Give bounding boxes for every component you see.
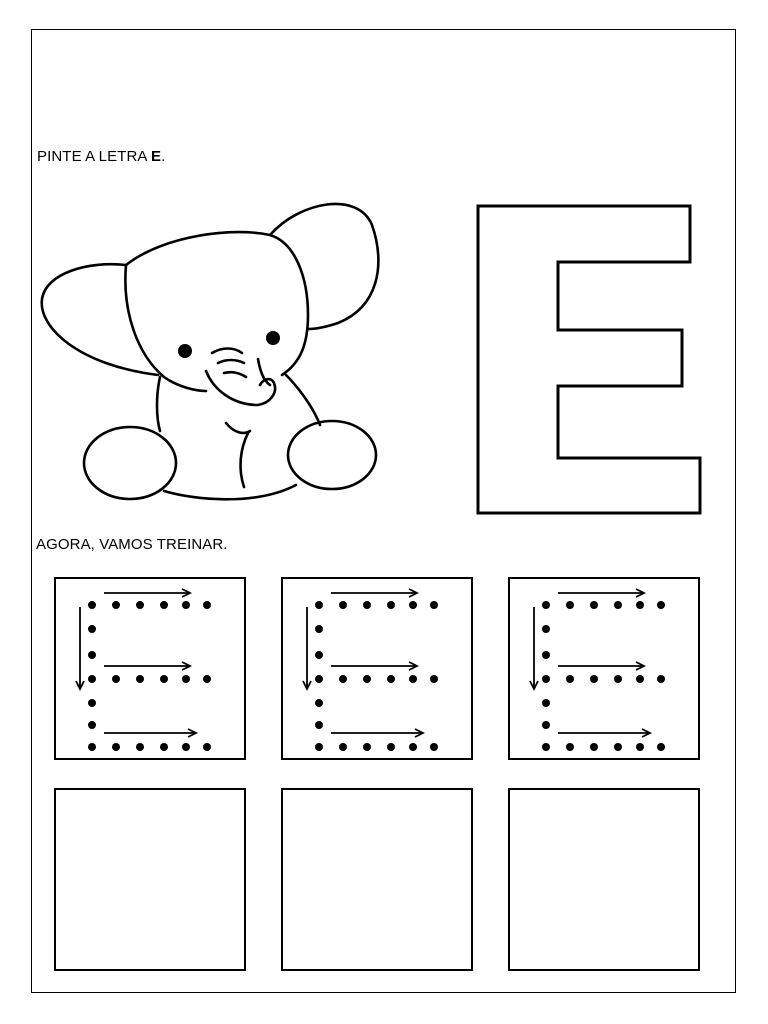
trace-dot — [160, 675, 168, 683]
trace-dot — [566, 675, 574, 683]
elephant-icon — [38, 195, 382, 513]
outline-letter-e — [470, 198, 710, 520]
trace-dot — [590, 743, 598, 751]
blank-box-3[interactable] — [508, 788, 700, 971]
trace-dot — [339, 743, 347, 751]
trace-dot — [88, 625, 96, 633]
trace-dot — [363, 601, 371, 609]
paint-instruction — [37, 148, 165, 165]
paint-instruction-suffix: . — [161, 148, 166, 165]
trace-dot — [182, 743, 190, 751]
trace-dot — [160, 743, 168, 751]
trace-dot — [542, 675, 550, 683]
trace-dot — [636, 675, 644, 683]
trace-dot — [112, 601, 120, 609]
trace-dot — [657, 675, 665, 683]
dotted-letter-e — [283, 579, 473, 760]
trace-box-3[interactable] — [508, 577, 700, 760]
trace-dot — [590, 675, 598, 683]
trace-dot — [409, 743, 417, 751]
trace-dot — [112, 675, 120, 683]
trace-dot — [182, 601, 190, 609]
trace-dot — [363, 743, 371, 751]
trace-dot — [315, 743, 323, 751]
trace-dot — [203, 601, 211, 609]
trace-dot — [88, 699, 96, 707]
trace-dot — [136, 743, 144, 751]
trace-dot — [590, 601, 598, 609]
trace-dot — [636, 601, 644, 609]
trace-box-1[interactable] — [54, 577, 246, 760]
practice-instruction: AGORA, VAMOS TREINAR. — [36, 536, 228, 553]
trace-dot — [112, 743, 120, 751]
trace-dot — [315, 651, 323, 659]
trace-dot — [315, 675, 323, 683]
trace-dot — [614, 743, 622, 751]
trace-dot — [88, 675, 96, 683]
trace-dot — [430, 675, 438, 683]
dotted-letter-e — [510, 579, 700, 760]
trace-dot — [566, 743, 574, 751]
trace-dot — [566, 601, 574, 609]
trace-dot — [315, 625, 323, 633]
trace-dot — [614, 675, 622, 683]
trace-dot — [88, 601, 96, 609]
trace-dot — [542, 699, 550, 707]
trace-dot — [136, 675, 144, 683]
dotted-letter-e — [56, 579, 246, 760]
blank-box-2[interactable] — [281, 788, 473, 971]
trace-dot — [542, 625, 550, 633]
trace-dot — [203, 675, 211, 683]
trace-dot — [430, 601, 438, 609]
trace-dot — [182, 675, 190, 683]
trace-dot — [136, 601, 144, 609]
trace-dot — [387, 601, 395, 609]
trace-dot — [339, 601, 347, 609]
trace-dot — [88, 651, 96, 659]
trace-dot — [409, 675, 417, 683]
trace-dot — [657, 743, 665, 751]
trace-dot — [88, 721, 96, 729]
trace-box-2[interactable] — [281, 577, 473, 760]
trace-dot — [88, 743, 96, 751]
trace-dot — [542, 721, 550, 729]
trace-dot — [657, 601, 665, 609]
blank-box-1[interactable] — [54, 788, 246, 971]
paint-instruction-letter: E — [150, 148, 162, 165]
trace-dot — [315, 699, 323, 707]
trace-dot — [542, 743, 550, 751]
trace-dot — [203, 743, 211, 751]
trace-dot — [339, 675, 347, 683]
trace-dot — [542, 601, 550, 609]
trace-dot — [430, 743, 438, 751]
trace-dot — [542, 651, 550, 659]
trace-dot — [614, 601, 622, 609]
trace-dot — [636, 743, 644, 751]
trace-dot — [409, 601, 417, 609]
trace-dot — [387, 743, 395, 751]
trace-dot — [160, 601, 168, 609]
trace-dot — [363, 675, 371, 683]
paint-instruction-prefix: PINTE A LETRA — [37, 148, 151, 165]
trace-dot — [315, 721, 323, 729]
trace-dot — [315, 601, 323, 609]
trace-dot — [387, 675, 395, 683]
